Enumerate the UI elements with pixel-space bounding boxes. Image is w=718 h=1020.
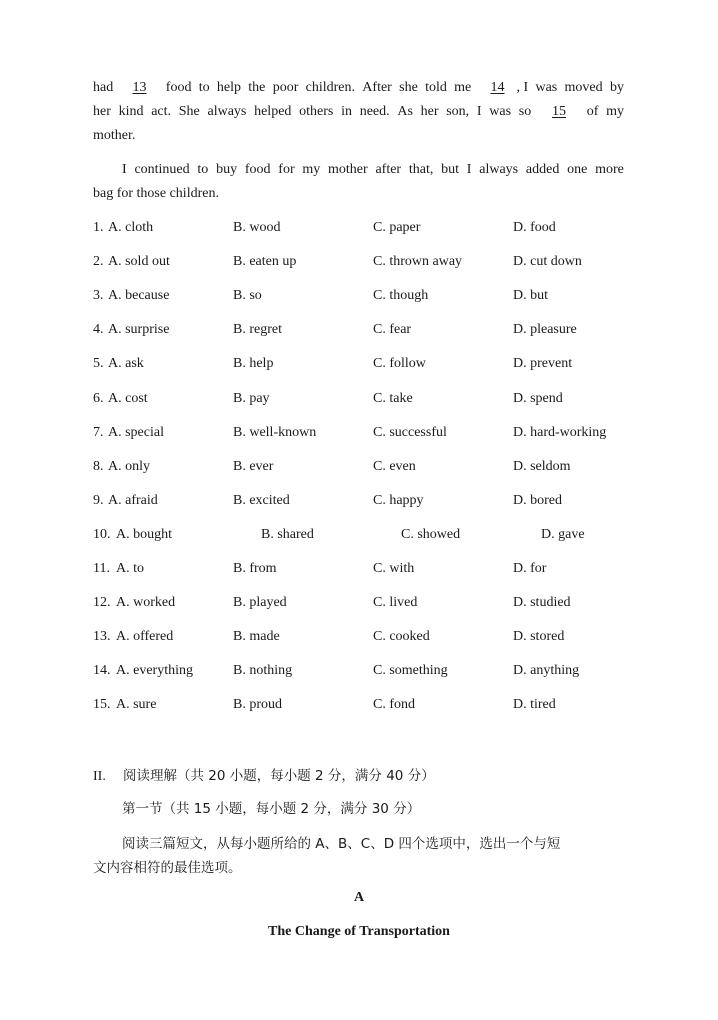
option-d: D. anything	[513, 663, 580, 678]
word: for	[278, 162, 295, 177]
word: help	[216, 80, 242, 95]
option-d: D. gave	[541, 527, 585, 542]
word: always	[207, 104, 247, 119]
question-number: 9.	[93, 493, 104, 508]
option-a: A. ask	[108, 356, 144, 371]
option-b: B. pay	[233, 391, 270, 406]
question-number: 4.	[93, 322, 104, 337]
option-a: A. because	[108, 288, 170, 303]
word: act.	[151, 104, 172, 119]
option-b: B. shared	[261, 527, 314, 542]
blank-14: 14	[490, 80, 505, 95]
word: mother	[328, 162, 368, 177]
question-number: 14.	[93, 663, 111, 678]
word: so	[518, 104, 532, 119]
option-a: A. sure	[116, 697, 157, 712]
option-b: B. help	[233, 356, 274, 371]
word: to	[198, 80, 210, 95]
option-b: B. ever	[233, 459, 274, 474]
option-c: C. cooked	[373, 629, 430, 644]
section-number: II.	[93, 769, 106, 784]
option-a: A. surprise	[108, 322, 170, 337]
word: my	[606, 104, 624, 119]
word: her	[420, 104, 439, 119]
section-heading-row	[93, 764, 435, 785]
option-b: B. excited	[233, 493, 290, 508]
option-d: D. bored	[513, 493, 562, 508]
question-number: 12.	[93, 595, 111, 610]
blank-13: 13	[132, 80, 147, 95]
question-number: 1.	[93, 220, 104, 235]
word: to	[197, 162, 209, 177]
option-c: C. though	[373, 288, 429, 303]
option-d: D. tired	[513, 697, 556, 712]
option-c: C. showed	[401, 527, 461, 542]
option-b: B. eaten up	[233, 254, 297, 269]
option-c: C. even	[373, 459, 416, 474]
question-number: 15.	[93, 697, 111, 712]
option-c: C. fond	[373, 697, 415, 712]
option-a: A. special	[108, 425, 164, 440]
option-a: A. worked	[116, 595, 176, 610]
option-a: A. offered	[116, 629, 174, 644]
option-d: D. pleasure	[513, 322, 577, 337]
passage-line-4	[122, 162, 624, 178]
word: but	[441, 162, 460, 177]
word: after	[375, 162, 402, 177]
option-b: B. nothing	[233, 663, 293, 678]
option-d: D. spend	[513, 391, 563, 406]
instruction-line-2: 文内容相符的最佳选项。	[93, 860, 242, 876]
part-label: A	[353, 890, 365, 905]
word: by	[609, 80, 624, 95]
word: food	[165, 80, 192, 95]
word: continued	[134, 162, 190, 177]
word: had	[93, 80, 114, 95]
option-a: A. bought	[116, 527, 172, 542]
option-a: A. sold out	[108, 254, 170, 269]
question-number: 8.	[93, 459, 104, 474]
option-c: C. thrown away	[373, 254, 463, 269]
option-d: D. prevent	[513, 356, 573, 371]
option-c: C. happy	[373, 493, 424, 508]
option-b: B. regret	[233, 322, 282, 337]
word: helped	[254, 104, 292, 119]
word: After	[362, 80, 392, 95]
option-b: B. made	[233, 629, 280, 644]
option-d: D. hard-working	[513, 425, 607, 440]
word: I	[476, 104, 482, 119]
option-b: B. played	[233, 595, 287, 610]
word: one	[567, 162, 588, 177]
option-a: A. cost	[108, 391, 148, 406]
word: always	[479, 162, 519, 177]
option-a: A. cloth	[108, 220, 154, 235]
question-number: 7.	[93, 425, 104, 440]
word: she	[399, 80, 418, 95]
option-c: C. successful	[373, 425, 447, 440]
word: others	[299, 104, 334, 119]
word: of	[586, 104, 599, 119]
passage-line-5: bag for those children.	[93, 186, 219, 201]
word: her	[93, 104, 111, 119]
word: was	[535, 80, 558, 95]
passage-line-1	[93, 80, 624, 96]
question-number: 11.	[93, 561, 110, 576]
word: poor	[272, 80, 299, 95]
option-b: B. well-known	[233, 425, 317, 440]
word: I	[122, 162, 127, 177]
word: , I	[516, 80, 529, 95]
word: need.	[359, 104, 390, 119]
article-title: The Change of Transportation	[268, 924, 450, 939]
option-c: C. follow	[373, 356, 426, 371]
word: food	[244, 162, 271, 177]
word: my	[302, 162, 321, 177]
word: told	[425, 80, 447, 95]
word: I	[466, 162, 472, 177]
option-c: C. with	[373, 561, 415, 576]
word: in	[341, 104, 352, 119]
word: me	[454, 80, 472, 95]
instruction-line-1: 阅读三篇短文，从每小题所给的 A、B、C、D 四个选项中，选出一个与短	[122, 836, 561, 852]
section-heading: 阅读理解（共 20 小题，每小题 2 分，满分 40 分）	[123, 768, 435, 784]
option-d: D. food	[513, 220, 556, 235]
option-a: A. only	[108, 459, 150, 474]
word: children.	[305, 80, 356, 95]
word: kind	[118, 104, 144, 119]
option-d: D. cut down	[513, 254, 582, 269]
question-number: 13.	[93, 629, 111, 644]
option-a: A. to	[116, 561, 144, 576]
option-c: C. fear	[373, 322, 412, 337]
option-d: D. seldom	[513, 459, 571, 474]
option-c: C. paper	[373, 220, 421, 235]
question-number: 6.	[93, 391, 104, 406]
question-number: 5.	[93, 356, 104, 371]
option-c: C. something	[373, 663, 448, 678]
word: was	[489, 104, 512, 119]
passage-line-3: mother.	[93, 128, 136, 143]
option-a: A. afraid	[108, 493, 158, 508]
word: that,	[408, 162, 434, 177]
word: more	[595, 162, 624, 177]
word: son,	[446, 104, 470, 119]
section-subheading: 第一节（共 15 小题，每小题 2 分，满分 30 分）	[122, 801, 421, 817]
option-b: B. proud	[233, 697, 282, 712]
blank-15: 15	[551, 104, 566, 119]
option-c: C. lived	[373, 595, 418, 610]
option-b: B. from	[233, 561, 277, 576]
option-d: D. studied	[513, 595, 571, 610]
question-number: 2.	[93, 254, 104, 269]
word: She	[178, 104, 200, 119]
option-d: D. for	[513, 561, 547, 576]
option-b: B. wood	[233, 220, 281, 235]
passage-line-2	[93, 104, 624, 120]
word: As	[397, 104, 413, 119]
question-number: 10.	[93, 527, 111, 542]
option-d: D. stored	[513, 629, 565, 644]
word: the	[248, 80, 266, 95]
option-d: D. but	[513, 288, 548, 303]
option-c: C. take	[373, 391, 413, 406]
question-number: 3.	[93, 288, 104, 303]
word: added	[525, 162, 560, 177]
word: buy	[216, 162, 238, 177]
option-a: A. everything	[116, 663, 193, 678]
option-b: B. so	[233, 288, 262, 303]
word: moved	[564, 80, 603, 95]
